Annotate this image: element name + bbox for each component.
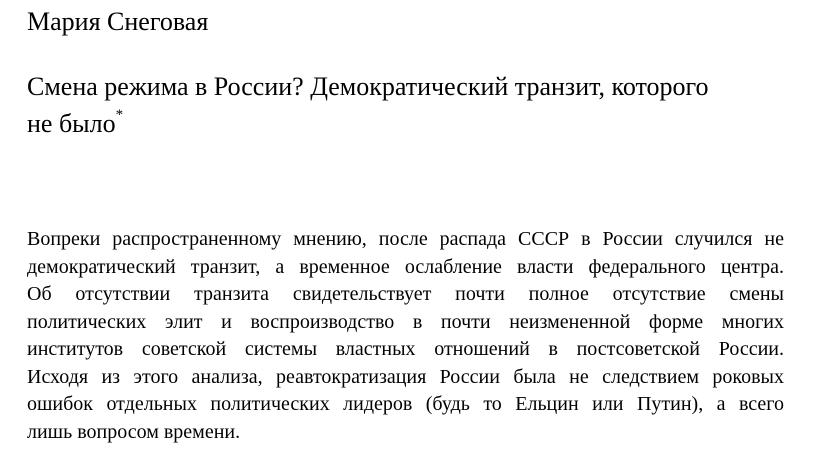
abstract-line: лишь вопросом времени.	[27, 420, 241, 443]
abstract-line: Об отсутствии транзита свидетельствует почти полное отсутствие смены	[27, 283, 784, 305]
abstract-line: Исходя из этого анализа, реавтократизация России была не следствием роковых	[27, 365, 784, 388]
title-line-2: не было	[27, 109, 116, 138]
article-title	[27, 68, 797, 142]
abstract-line: политических элит и воспроизводство в почти неизмененной форме многих	[27, 310, 784, 333]
author-name: Мария Снеговая	[27, 7, 209, 36]
footnote-marker[interactable]: *	[115, 107, 124, 124]
abstract-line: ошибок отдельных политических лидеров (будь то Ельцин или Путин), а всего	[27, 393, 784, 415]
abstract-line: институтов советской системы властных отношений в постсоветской России.	[27, 338, 784, 360]
title-line-1: Смена режима в России? Демократический транзит, которого	[27, 72, 709, 101]
abstract-line: Вопреки распространенному мнению, после распада СССР в России случился не	[27, 228, 784, 250]
abstract-line: демократический транзит, а временное ослабление власти федерального центра.	[27, 255, 784, 278]
abstract-paragraph	[27, 226, 784, 446]
